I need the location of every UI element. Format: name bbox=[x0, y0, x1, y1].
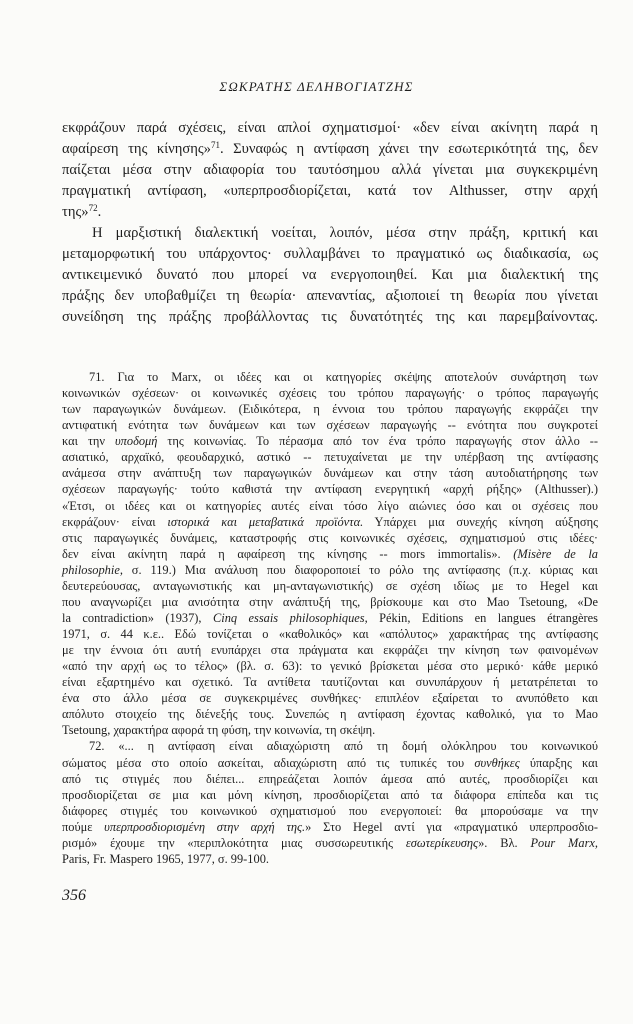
text-segment: δευτερεύουσας, ανταγωνιστικής και μη-ανταγωνιστικής) σε σχέση ιδίως με το Hegel και bbox=[62, 578, 598, 593]
text-line bbox=[62, 223, 598, 244]
italic-text: εσωτερίκευσης bbox=[405, 835, 479, 850]
text-segment: των παραγωγικών δυνάμεων. (Ειδικότερα, η έννοια του τρόπου παραγωγής εκφράζει την bbox=[62, 402, 598, 417]
text-line bbox=[62, 562, 598, 578]
text-segment: παίζεται μέσα στην αδιαφορία του ταυτόσημου αλλά γίνεται μια συγκεκριμένη bbox=[62, 162, 598, 178]
text-line bbox=[62, 738, 598, 754]
text-segment: Υπάρχει μια συνεχής κίνηση αύξησης bbox=[363, 514, 598, 529]
text-segment: διάφορες στιγμές του κοινωνικού σχηματισμού που ενεργοποιεί: θα μπορούσαμε να την bbox=[62, 803, 598, 818]
text-segment: ασιατικό, αρχαϊκό, φεουδαρχικό, αστικό -- πετυχαίνεται με την υπέρβαση της αντίφασης bbox=[62, 450, 598, 465]
text-segment: και την bbox=[62, 434, 115, 449]
text-line bbox=[62, 244, 598, 265]
text-line bbox=[62, 722, 598, 738]
text-segment: αντιφατική ενότητα των δυνάμεων και των σχέσεων παραγωγής -- ενότητα που συγκροτεί bbox=[62, 418, 598, 433]
page-number: 356 bbox=[62, 887, 86, 904]
text-line bbox=[62, 307, 598, 328]
text-line bbox=[62, 433, 598, 449]
text-line bbox=[62, 202, 598, 223]
text-line bbox=[62, 286, 598, 307]
text-line bbox=[62, 706, 598, 722]
text-segment: απόλυτο στοιχείο της διένεξής τους. Συνεπώς η αντίφαση έχοντας καθολικό, για το Mao bbox=[62, 707, 598, 722]
text-segment: Pékin, Editions en langues étrangères bbox=[367, 610, 598, 625]
running-header: ΣΩΚΡΑΤΗΣ ΔΕΛΗΒΟΓΙΑΤΖΗΣ bbox=[219, 79, 414, 94]
text-line bbox=[62, 465, 598, 481]
text-segment: Paris, Fr. Maspero 1965, 1977, σ. 99-100. bbox=[62, 851, 269, 866]
text-line bbox=[62, 642, 598, 658]
footnote-ref: 72 bbox=[88, 203, 98, 214]
text-line bbox=[62, 401, 598, 417]
italic-text: (Misère de la bbox=[513, 546, 598, 561]
italic-text: υποδομή bbox=[114, 434, 158, 449]
text-line bbox=[62, 530, 598, 546]
text-segment: Tsetoung, χαρακτήρα αφορά τη φύση, την κοινωνία, τη σκέψη. bbox=[62, 723, 376, 738]
text-segment: ρισμό» έχουμε την «περιπλοκότητα μιας συσσωρευτικής bbox=[62, 835, 406, 850]
text-segment: της» bbox=[62, 204, 89, 220]
text-segment: αφαίρεση της κίνησης» bbox=[62, 141, 211, 157]
text-segment: σχέσεων παραγωγής· τούτο καθιστά την αντίφαση ενεργητική «αρχή ρήξης» (Althusser).) bbox=[62, 482, 598, 497]
text-segment: 72. «... η αντίφαση είναι αδιαχώριστη από τη δομή ολόκληρου του κοινωνικού bbox=[89, 739, 598, 754]
italic-text: philosophie, bbox=[62, 562, 123, 577]
text-segment: Η μαρξιστική διαλεκτική νοείται, λοιπόν, μέσα στην πράξη, κριτική και bbox=[92, 225, 598, 241]
text-segment: με την έννοια ότι αυτή ενυπάρχει στα πράγματα και εκφράζει την κίνηση των φαινομένων bbox=[62, 643, 598, 658]
text-line bbox=[62, 417, 598, 433]
text-segment: της κοινωνίας. Το πέρασμα από τον ένα τρόπο παραγωγής στον άλλο -- bbox=[157, 434, 599, 449]
body-text bbox=[62, 118, 598, 328]
text-segment: εκφράζουν παρά σχέσεις, είναι απλοί σχηματισμοί· «δεν είναι ακίνητη παρά η bbox=[62, 120, 598, 136]
text-line bbox=[62, 819, 598, 835]
text-segment: . bbox=[97, 204, 102, 220]
text-line bbox=[62, 578, 598, 594]
text-segment: πράξης δεν υποβαθμίζει τη θεωρία· απεναντίας, αξιοποιεί τη θεωρία που γίνεται bbox=[62, 288, 598, 304]
text-segment: μεταμορφωτική του υπάρχοντος· συλλαμβάνει το πραγματικό ως διαδικασία, ως bbox=[62, 246, 598, 262]
italic-text: Cinq essais philosophiques, bbox=[212, 610, 368, 625]
text-line bbox=[62, 626, 598, 642]
footnotes bbox=[62, 369, 598, 867]
text-line bbox=[62, 771, 598, 787]
text-segment: σ. 119.) Μια ανάλυση που διαφοροποιεί το ρόλο της αντίφασης (π.χ. κύριας και bbox=[122, 562, 598, 577]
italic-text: Pour Marx, bbox=[530, 835, 598, 850]
text-line bbox=[62, 674, 598, 690]
italic-text: συνθήκες bbox=[474, 755, 520, 770]
text-segment: που αναγνωρίζει μια ανισότητα στην ανάπτυξή της, βρίσκουμε και στο Mao Tsetoung, «De bbox=[62, 594, 598, 609]
text-line bbox=[62, 498, 598, 514]
text-line bbox=[62, 265, 598, 286]
footnote-ref: 71 bbox=[210, 140, 220, 151]
text-segment: la contradiction» (1937), bbox=[62, 610, 213, 625]
text-segment: 71. Για το Marx, οι ιδέες και οι κατηγορίες σκέψης αποτελούν συνάρτηση των bbox=[89, 370, 598, 384]
italic-text: υπερπροσδιορισμένη στην αρχή της. bbox=[104, 819, 306, 834]
text-line bbox=[62, 139, 598, 160]
text-segment: αντικειμενικό δυνατό που μπορεί να ενεργοποιηθεί. Και μια διαλεκτική της bbox=[62, 267, 598, 283]
text-segment: » Στο Hegel αντί για «πραγματικό υπερπροσδιο- bbox=[305, 819, 598, 834]
text-line bbox=[62, 690, 598, 706]
text-segment: στις παραγωγικές δυνάμεις, καταστροφής στις κοινωνικές σχέσεις, σχηματισμού στις ιδέες· bbox=[62, 530, 598, 545]
text-line bbox=[62, 803, 598, 819]
text-segment: σώματος μέσα στο οποίο ασκείται, αδιαχώριστη από τις τυπικές του bbox=[62, 755, 475, 770]
text-line bbox=[62, 181, 598, 202]
text-segment: προσδιορίζεται σε μια και μόνη κίνηση, προσδιορίζεται από τα διάφορα επίπεδα και τις bbox=[62, 787, 598, 802]
text-segment: «Έτσι, οι ιδέες και οι κατηγορίες αυτές είναι τόσο λίγο αιώνιες όσο και οι σχέσεις που bbox=[62, 498, 598, 513]
text-segment: δεν είναι ακίνητη παρά η αφαίρεση της κίνησης -- mors immortalis». bbox=[62, 546, 514, 561]
text-segment: . Συναφώς η αντίφαση χάνει την εσωτερικότητά της, δεν bbox=[220, 141, 598, 157]
text-segment: «από την αρχή ως το τέλος» (βλ. σ. 63): το γενικό βρίσκεται μέσα στο μερικό· κάθε μερικό bbox=[62, 659, 598, 674]
text-line bbox=[62, 514, 598, 530]
text-line bbox=[62, 851, 598, 867]
text-line bbox=[62, 610, 598, 626]
text-line bbox=[62, 160, 598, 181]
text-segment: ένα στο άλλο μέσα σε συγκεκριμένες συνθήκες· επιπλέον εξαίρεται το ανυπόθετο και bbox=[62, 691, 598, 706]
text-segment: ανάμεσα στην ανάπτυξη των παραγωγικών δυνάμεων και στην τάση αυτοδιατήρησης των bbox=[62, 466, 598, 481]
text-segment: συνείδηση της πράξης προβάλλοντας τις δυνατότητές της και παρεμβαίνοντας. bbox=[62, 309, 598, 325]
text-line bbox=[62, 449, 598, 465]
text-segment: κοινωνικών σχέσεων· οι κοινωνικές σχέσεις του τρόπου παραγωγής· ο τρόπος παραγωγής bbox=[62, 386, 598, 401]
text-segment: από τις στιγμές που διέπει... επηρεάζεται λοιπόν άμεσα από αυτές, προσδιορίζει και bbox=[62, 771, 598, 786]
text-segment: πούμε bbox=[62, 819, 105, 834]
text-segment: εκφράζουν· είναι bbox=[62, 514, 168, 529]
text-line bbox=[62, 658, 598, 674]
text-line bbox=[62, 787, 598, 803]
text-segment: ύπαρξης και bbox=[519, 755, 598, 770]
text-line bbox=[62, 755, 598, 771]
text-segment: 1971, σ. 44 κ.ε.. Εδώ τονίζεται ο «καθολικός» και «απόλυτος» χαρακτήρας της αντίφασης bbox=[62, 627, 598, 641]
text-line bbox=[62, 118, 598, 139]
text-line bbox=[62, 835, 598, 851]
text-segment: πραγματική αντίφαση, «υπερπροσδιορίζεται, κατά τον Althusser, στην αρχή bbox=[62, 183, 598, 199]
text-line bbox=[62, 369, 598, 385]
italic-text: ιστορικά και μεταβατικά προϊόντα. bbox=[167, 514, 364, 529]
text-line bbox=[62, 385, 598, 401]
text-segment: ». Βλ. bbox=[478, 835, 531, 850]
text-line bbox=[62, 546, 598, 562]
text-line bbox=[62, 594, 598, 610]
text-segment: είναι εξαρτημένο και σχετικό. Τα αντίθετα ταυτίζονται και συνυπάρχουν ή μετατρέπεται το bbox=[62, 675, 598, 690]
text-line bbox=[62, 481, 598, 497]
